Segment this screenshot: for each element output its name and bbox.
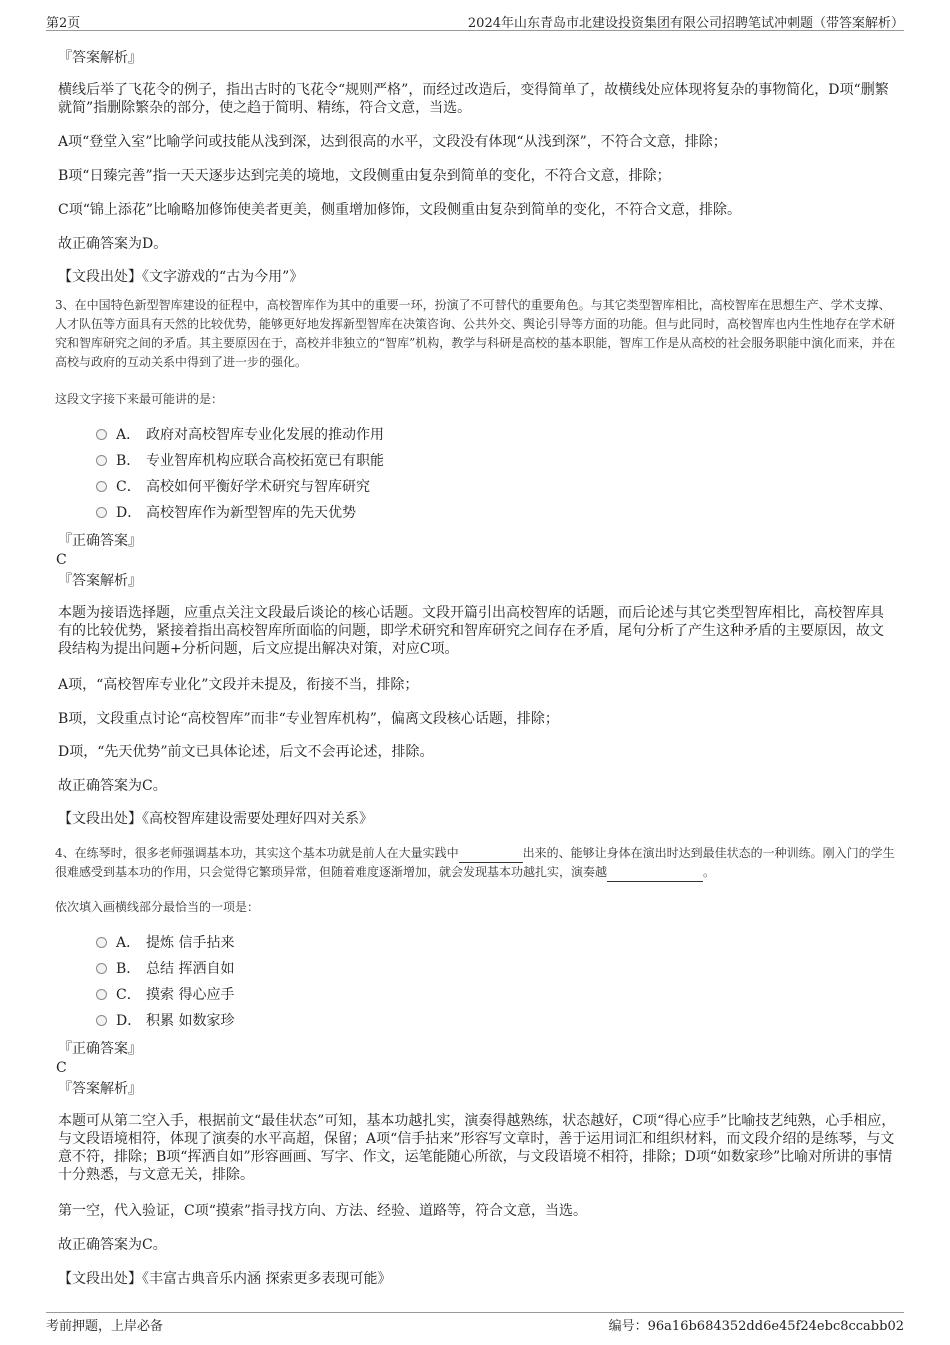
footer-slogan: 考前押题，上岸必备 — [46, 1319, 164, 1334]
analysis-paragraph: 横线后举了飞花令的例子，指出古时的飞花令“规则严格”，而经过改造后，变得简单了，故横线处应体现将复杂的事物简化，D项“删繁就简”指删除繁杂的部分，使之趋于简明、精练，符合文意，当选。 — [58, 82, 889, 116]
analysis-label: 『答案解析』 — [58, 573, 142, 589]
option-b[interactable]: B． 总结 挥洒自如 — [96, 960, 234, 978]
answer-value: C — [56, 1060, 67, 1076]
option-d[interactable]: D． 高校智库作为新型智库的先天优势 — [96, 504, 356, 522]
analysis-paragraph: B项，文段重点讨论“高校智库”而非“专业智库机构”，偏离文段核心话题，排除； — [58, 711, 559, 727]
option-c[interactable]: C． 摸索 得心应手 — [96, 986, 234, 1004]
source-citation: 【文段出处】《文字游戏的“古为今用”》 — [58, 269, 304, 285]
analysis-paragraph: 本题可从第二空入手，根据前文“最佳状态”可知，基本功越扎实，演奏得越熟练，状态越好，C项“得心应手”比喻技艺纯熟，心手相应，与文段语境相符，体现了演奏的水平高超，保留；A项“信手拈来”形容写文章时，善于运用词汇和组织材料，而文段介绍的是练琴，与文意不符，排除；B项“挥洒自如”形容画画、写字、作文，运笔能随心所欲，与文段语境不相符，排除；D项“如数家珍”比喻对所讲的事情十分熟悉，与文意无关，排除。 — [58, 1113, 896, 1183]
analysis-paragraph: 第一空，代入验证，C项“摸索”指寻找方向、方法、经验、道路等，符合文意，当选。 — [58, 1203, 588, 1219]
option-a[interactable]: A． 提炼 信手拈来 — [96, 934, 234, 952]
page-header — [46, 12, 904, 31]
option-a[interactable]: A． 政府对高校智库专业化发展的推动作用 — [96, 426, 384, 444]
fill-blank-1 — [459, 850, 523, 863]
document-code: 编号：96a16b684352dd6e45f24ebc8ccabb02 — [608, 1319, 904, 1334]
radio-button[interactable] — [96, 963, 107, 974]
answer-label: 『正确答案』 — [58, 533, 142, 549]
fill-blank-2 — [607, 869, 703, 882]
option-d[interactable]: D． 积累 如数家珍 — [96, 1012, 234, 1030]
answer-value: C — [56, 552, 67, 568]
page-footer — [46, 1312, 904, 1334]
radio-button[interactable] — [96, 481, 107, 492]
analysis-paragraph: A项，“高校智库专业化”文段并未提及，衔接不当，排除； — [58, 677, 419, 693]
question-stem: 3、在中国特色新型智库建设的征程中，高校智库作为其中的重要一环，扮演了不可替代的重要角色。与其它类型智库相比，高校智库在思想生产、学术支撑、人才队伍等方面具有天然的比较优势，能够更好地发挥新型智库在决策咨询、公共外交、舆论引导等方面的功能。但与此同时，高校智库也内生性地存在学术研究和智库研究之间的矛盾。其主要原因在于，高校并非独立的“智库”机构，教学与科研是高校的基本职能，智库工作是从高校的社会服务职能中演化而来，并在高校与政府的互动关系中得到了进一步的强化。 — [55, 298, 896, 369]
radio-button[interactable] — [96, 455, 107, 466]
source-citation: 【文段出处】《高校智库建设需要处理好四对关系》 — [58, 811, 373, 827]
correct-answer-statement: 故正确答案为C。 — [58, 778, 167, 794]
correct-answer-statement: 故正确答案为D。 — [58, 236, 168, 252]
radio-button[interactable] — [96, 989, 107, 1000]
correct-answer-statement: 故正确答案为C。 — [58, 1237, 167, 1253]
page-number: 第2页 — [46, 16, 81, 31]
analysis-paragraph: 本题为接语选择题，应重点关注文段最后谈论的核心话题。文段开篇引出高校智库的话题，而后论述与其它类型智库相比，高校智库具有的比较优势，紧接着指出高校智库所面临的问题，即学术研究和智库研究之间存在矛盾，尾句分析了产生这种矛盾的主要原因，故文段结构为提出问题+分析问题，后文应提出解决对策，对应C项。 — [58, 605, 884, 657]
radio-button[interactable] — [96, 429, 107, 440]
question-stem: 4、在练琴时，很多老师强调基本功，其实这个基本功就是前人在大量实践中 出来的、能够让身体在演出时达到最佳状态的一种训练。刚入门的学生很难感受到基本功的作用，只会觉得它繁琐异常，但随着难度逐渐增加，就会发现基本功越扎实，演奏越 。 — [55, 844, 900, 882]
question-prompt: 依次填入画横线部分最恰当的一项是： — [55, 900, 260, 914]
analysis-paragraph: A项“登堂入室”比喻学问或技能从浅到深，达到很高的水平，文段没有体现“从浅到深”，不符合文意，排除； — [58, 134, 727, 150]
document-title: 2024年山东青岛市北建设投资集团有限公司招聘笔试冲刺题（带答案解析） — [467, 16, 904, 31]
analysis-label: 『答案解析』 — [58, 50, 142, 66]
radio-button[interactable] — [96, 937, 107, 948]
analysis-paragraph: D项，“先天优势”前文已具体论述，后文不会再论述，排除。 — [58, 744, 434, 760]
answer-label: 『正确答案』 — [58, 1041, 142, 1057]
option-b[interactable]: B． 专业智库机构应联合高校拓宽已有职能 — [96, 452, 384, 470]
analysis-label: 『答案解析』 — [58, 1081, 142, 1097]
radio-button[interactable] — [96, 1015, 107, 1026]
analysis-paragraph: B项“日臻完善”指一天天逐步达到完美的境地，文段侧重由复杂到简单的变化，不符合文意，排除； — [58, 168, 671, 184]
source-citation: 【文段出处】《丰富古典音乐内涵 探索更多表现可能》 — [58, 1271, 392, 1287]
question-prompt: 这段文字接下来最可能讲的是： — [55, 392, 224, 406]
option-c[interactable]: C． 高校如何平衡好学术研究与智库研究 — [96, 478, 370, 496]
analysis-paragraph: C项“锦上添花”比喻略加修饰使美者更美，侧重增加修饰，文段侧重由复杂到简单的变化，不符合文意，排除。 — [58, 202, 742, 218]
radio-button[interactable] — [96, 507, 107, 518]
